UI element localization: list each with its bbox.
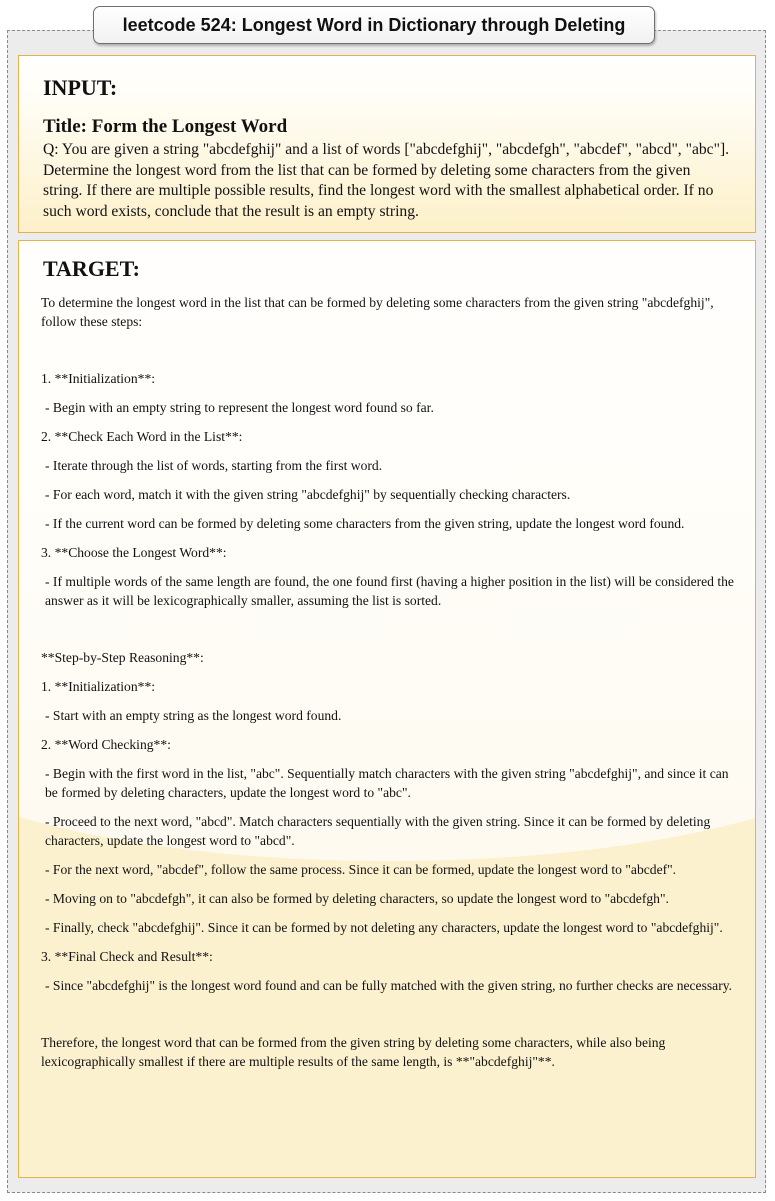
reasoning-2-item-d: - Moving on to "abcdefgh", it can also be formed by deleting characters, so update the longest word to "abcdefgh". (45, 891, 669, 906)
question-text: Q: You are given a string "abcdefghij" and a list of words ["abcdefghij", "abcdefgh", "abcdef", "abcd", "abc"]. Determine the longest word from the list that can be formed by deleting some characters from the given string. If there are multiple possible results, find the longest word with the smallest alphabetical order. If no such word exists, conclude that the result is an empty string. (43, 141, 730, 220)
reasoning-3-item: - Since "abcdefghij" is the longest word found and can be fully matched with the given string, no further checks are necessary. (45, 978, 733, 993)
input-panel (18, 55, 756, 233)
reasoning-2-title: 2. **Word Checking**: (41, 737, 171, 752)
spacer (41, 341, 741, 369)
reasoning-2-item-b: - Proceed to the next word, "abcd". Match characters sequentially with the given string. Since it can be formed by deleting characters, update the longest word to "abcd". (45, 814, 711, 848)
step-2-title: 2. **Check Each Word in the List**: (41, 429, 243, 444)
page-title: leetcode 524: Longest Word in Dictionary through Deleting (93, 6, 655, 44)
intro-paragraph: To determine the longest word in the list that can be formed by deleting some characters from the given string "abcdefghij", follow these steps: (41, 295, 714, 329)
reasoning-1-title: 1. **Initialization**: (41, 679, 156, 694)
reasoning-heading: **Step-by-Step Reasoning**: (41, 650, 204, 665)
reasoning-1-item: - Start with an empty string as the longest word found. (45, 708, 342, 723)
reasoning-2-item-e: - Finally, check "abcdefghij". Since it can be formed by not deleting any characters, update the longest word to "abcdefghij". (45, 920, 723, 935)
question-title: Title: Form the Longest Word (43, 116, 288, 137)
step-2-item-a: - Iterate through the list of words, starting from the first word. (45, 458, 383, 473)
step-3-title: 3. **Choose the Longest Word**: (41, 545, 227, 560)
step-1-title: 1. **Initialization**: (41, 371, 156, 386)
step-2-item-b: - For each word, match it with the given string "abcdefghij" by sequentially checking characters. (45, 487, 571, 502)
spacer (41, 1005, 741, 1033)
conclusion-paragraph: Therefore, the longest word that can be formed from the given string by deleting some characters, while also being lexicographically smallest if there are multiple results of the same length, is **"abcdefghij"**. (41, 1035, 666, 1069)
step-3-item: - If multiple words of the same length are found, the one found first (having a higher position in the list) will be considered the answer as it will be lexicographically smaller, assuming the list is sorted. (45, 574, 734, 608)
step-1-item: - Begin with an empty string to represent the longest word found so far. (45, 400, 434, 415)
input-heading: INPUT: (43, 75, 118, 100)
step-2-item-c: - If the current word can be formed by deleting some characters from the given string, update the longest word found. (45, 516, 685, 531)
reasoning-2-item-a: - Begin with the first word in the list, "abc". Sequentially match characters with the given string "abcdefghij", and since it can be formed by deleting characters, update the longest word to "abc". (45, 766, 729, 800)
target-heading: TARGET: (43, 256, 140, 281)
target-panel (18, 240, 756, 1178)
spacer (41, 620, 741, 648)
reasoning-3-title: 3. **Final Check and Result**: (41, 949, 213, 964)
target-body (41, 293, 741, 1081)
reasoning-2-item-c: - For the next word, "abcdef", follow the same process. Since it can be formed, update the longest word to "abcdef". (45, 862, 677, 877)
